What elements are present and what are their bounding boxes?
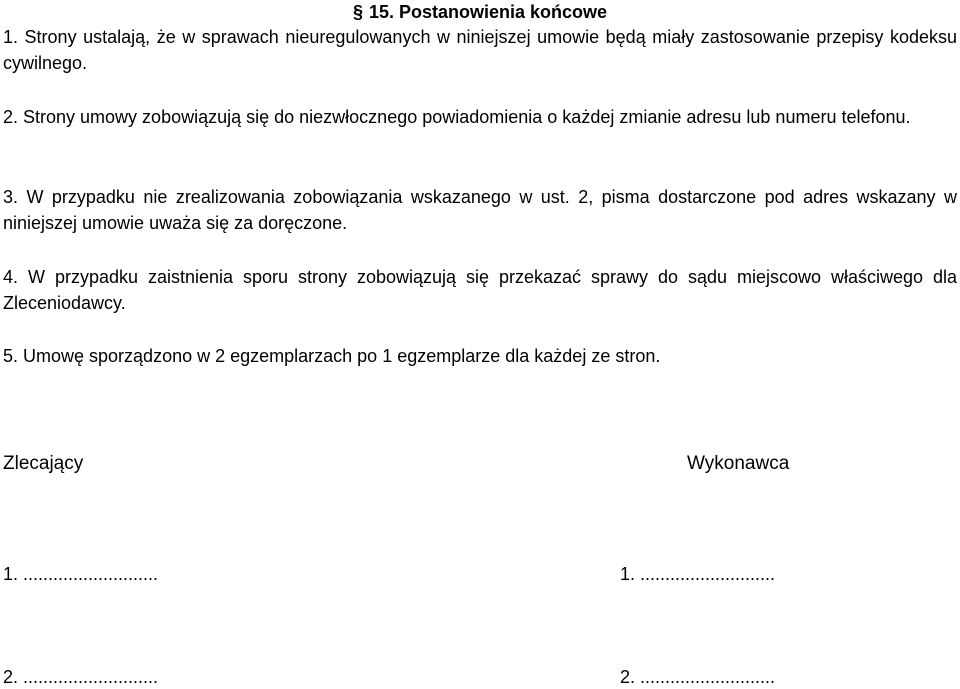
party-label-client: Zlecający [3, 453, 84, 474]
section-title-text: 15. Postanowienia końcowe [368, 2, 608, 22]
section-sign: § [352, 2, 363, 22]
signature-line-client-1: 1. ........................... [3, 564, 159, 584]
section-heading [0, 0, 960, 24]
signature-line-client-2: 2. ........................... [3, 667, 159, 687]
clause-1: 1. Strony ustalają, że w sprawach nieuregulowanych w niniejszej umowie będą miały zastosowanie przepisy kodeksu cywilnego. [3, 27, 957, 73]
party-label-contractor: Wykonawca [687, 453, 790, 474]
clause-4: 4. W przypadku zaistnienia sporu strony zobowiązują się przekazać sprawy do sądu miejscowo właściwego dla Zleceniodawcy. [3, 267, 957, 313]
clause-2: 2. Strony umowy zobowiązują się do niezwłocznego powiadomienia o każdej zmianie adresu lub numeru telefonu. [3, 107, 911, 127]
clause-3: 3. W przypadku nie zrealizowania zobowiązania wskazanego w ust. 2, pisma dostarczone pod adres wskazany w niniejszej umowie uważa się za doręczone. [3, 187, 957, 233]
clause-5: 5. Umowę sporządzono w 2 egzemplarzach po 1 egzemplarze dla każdej ze stron. [3, 346, 661, 366]
signature-line-contractor-1: 1. ........................... [620, 564, 776, 584]
signature-line-contractor-2: 2. ........................... [620, 667, 776, 687]
